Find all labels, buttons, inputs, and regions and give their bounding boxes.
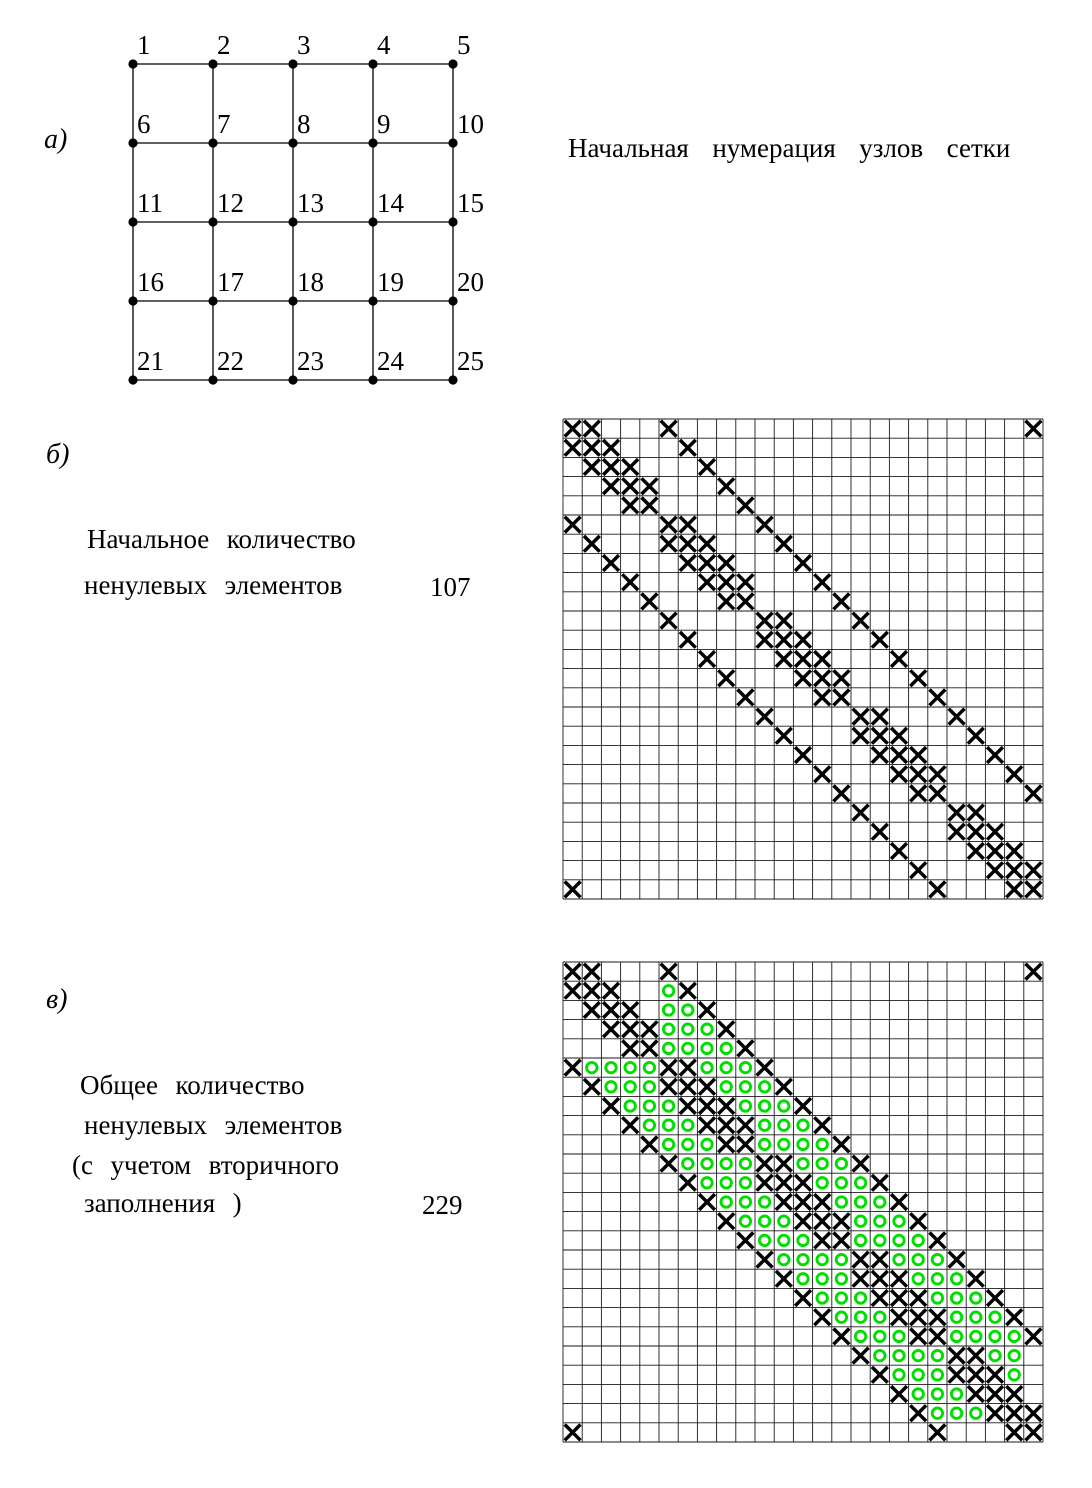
fill-in-circle bbox=[932, 1293, 942, 1303]
fill-in-circle bbox=[932, 1408, 942, 1418]
fill-in-circle bbox=[855, 1216, 865, 1226]
mesh-node-number: 10 bbox=[457, 109, 484, 139]
mesh-node-number: 11 bbox=[137, 188, 163, 218]
fill-in-circle bbox=[1009, 1350, 1019, 1360]
fill-in-circle bbox=[606, 1082, 616, 1092]
fill-in-circle bbox=[663, 1043, 673, 1053]
mesh-node-number: 19 bbox=[377, 267, 404, 297]
mesh-node bbox=[448, 59, 457, 68]
fill-in-circle bbox=[951, 1331, 961, 1341]
mesh-node bbox=[448, 138, 457, 147]
fill-in-circle bbox=[683, 1158, 693, 1168]
fill-in-circle bbox=[683, 1005, 693, 1015]
fill-in-circle bbox=[683, 1024, 693, 1034]
fill-in-circle bbox=[798, 1274, 808, 1284]
mesh-node bbox=[448, 296, 457, 305]
fill-in-circle bbox=[740, 1178, 750, 1188]
fill-in-circle bbox=[894, 1216, 904, 1226]
matrix-filled-sparsity bbox=[560, 959, 1046, 1445]
mesh-node-number: 9 bbox=[377, 109, 391, 139]
fill-in-circle bbox=[644, 1120, 654, 1130]
panel-v-nonzero-count: 229 bbox=[422, 1190, 463, 1220]
fill-in-circle bbox=[779, 1235, 789, 1245]
fill-in-circle bbox=[721, 1082, 731, 1092]
fill-in-circle bbox=[798, 1139, 808, 1149]
mesh-node-number: 22 bbox=[217, 346, 244, 376]
fill-in-circle bbox=[836, 1254, 846, 1264]
fill-in-circle bbox=[855, 1197, 865, 1207]
fill-in-circle bbox=[875, 1216, 885, 1226]
fill-in-circle bbox=[644, 1082, 654, 1092]
fill-in-circle bbox=[913, 1350, 923, 1360]
panel-b-caption-line1: Начальное количество bbox=[87, 524, 356, 554]
mesh-node-number: 6 bbox=[137, 109, 151, 139]
fill-in-circle bbox=[644, 1062, 654, 1072]
fill-in-circle bbox=[990, 1312, 1000, 1322]
fill-in-circle bbox=[702, 1043, 712, 1053]
fill-in-circle bbox=[875, 1235, 885, 1245]
fill-in-circle bbox=[817, 1274, 827, 1284]
mesh-node-number: 12 bbox=[217, 188, 244, 218]
fill-in-circle bbox=[932, 1350, 942, 1360]
fill-in-circle bbox=[663, 1005, 673, 1015]
mesh-node bbox=[288, 59, 297, 68]
fill-in-circle bbox=[663, 1101, 673, 1111]
fill-in-circle bbox=[740, 1158, 750, 1168]
mesh-node bbox=[448, 375, 457, 384]
fill-in-circle bbox=[721, 1158, 731, 1168]
mesh-node bbox=[128, 59, 137, 68]
fill-in-circle bbox=[663, 1120, 673, 1130]
mesh-node-number: 1 bbox=[137, 30, 151, 60]
mesh-node bbox=[288, 375, 297, 384]
fill-in-circle bbox=[721, 1197, 731, 1207]
fill-in-circle bbox=[817, 1178, 827, 1188]
fill-in-circle bbox=[855, 1331, 865, 1341]
fill-in-circle bbox=[779, 1101, 789, 1111]
fill-in-circle bbox=[759, 1120, 769, 1130]
fill-in-circle bbox=[951, 1293, 961, 1303]
mesh-node bbox=[128, 375, 137, 384]
fill-in-circle bbox=[759, 1101, 769, 1111]
fill-in-circle bbox=[625, 1101, 635, 1111]
panel-v-caption-line1: Общее количество bbox=[80, 1070, 305, 1100]
fill-in-circle bbox=[702, 1178, 712, 1188]
fill-in-circle bbox=[683, 1043, 693, 1053]
mesh-node bbox=[208, 375, 217, 384]
fill-in-circle bbox=[971, 1408, 981, 1418]
fill-in-circle bbox=[644, 1101, 654, 1111]
mesh-node-number: 25 bbox=[457, 346, 484, 376]
fill-in-circle bbox=[951, 1389, 961, 1399]
fill-in-circle bbox=[606, 1062, 616, 1072]
fill-in-circle bbox=[587, 1062, 597, 1072]
fill-in-circle bbox=[779, 1216, 789, 1226]
fill-in-circle bbox=[663, 1024, 673, 1034]
fill-in-circle bbox=[875, 1312, 885, 1322]
fill-in-circle bbox=[740, 1101, 750, 1111]
mesh-diagram bbox=[115, 26, 505, 412]
fill-in-circle bbox=[932, 1274, 942, 1284]
fill-in-circle bbox=[932, 1370, 942, 1380]
mesh-node bbox=[128, 296, 137, 305]
fill-in-circle bbox=[702, 1158, 712, 1168]
mesh-node-number: 5 bbox=[457, 30, 471, 60]
mesh-node-number: 24 bbox=[377, 346, 404, 376]
mesh-node-number: 17 bbox=[217, 267, 244, 297]
fill-in-circle bbox=[740, 1082, 750, 1092]
fill-in-circle bbox=[798, 1254, 808, 1264]
mesh-node-number: 20 bbox=[457, 267, 484, 297]
fill-in-circle bbox=[779, 1120, 789, 1130]
mesh-node bbox=[208, 138, 217, 147]
panel-b-caption-line2: ненулевых элементов bbox=[84, 570, 343, 600]
fill-in-circle bbox=[855, 1293, 865, 1303]
fill-in-circle bbox=[721, 1178, 731, 1188]
fill-in-circle bbox=[990, 1331, 1000, 1341]
fill-in-circle bbox=[798, 1158, 808, 1168]
matrix-initial-sparsity bbox=[560, 416, 1046, 902]
fill-in-circle bbox=[913, 1235, 923, 1245]
mesh-node bbox=[368, 296, 377, 305]
panel-a-caption: Начальная нумерация узлов сетки bbox=[568, 133, 1011, 163]
fill-in-circle bbox=[951, 1274, 961, 1284]
fill-in-circle bbox=[875, 1331, 885, 1341]
mesh-node-number: 13 bbox=[297, 188, 324, 218]
fill-in-circle bbox=[932, 1389, 942, 1399]
mesh-node-number: 15 bbox=[457, 188, 484, 218]
fill-in-circle bbox=[913, 1274, 923, 1284]
fill-in-circle bbox=[836, 1293, 846, 1303]
fill-in-circle bbox=[798, 1235, 808, 1245]
fill-in-circle bbox=[875, 1197, 885, 1207]
fill-in-circle bbox=[817, 1158, 827, 1168]
mesh-node-number: 7 bbox=[217, 109, 231, 139]
fill-in-circle bbox=[702, 1062, 712, 1072]
mesh-node-number: 3 bbox=[297, 30, 311, 60]
fill-in-circle bbox=[740, 1062, 750, 1072]
mesh-node bbox=[288, 138, 297, 147]
fill-in-circle bbox=[817, 1254, 827, 1264]
fill-in-circle bbox=[759, 1082, 769, 1092]
panel-a-label: а) bbox=[44, 124, 68, 155]
fill-in-circle bbox=[875, 1350, 885, 1360]
mesh-node-number: 4 bbox=[377, 30, 391, 60]
fill-in-circle bbox=[798, 1120, 808, 1130]
panel-v-label: в) bbox=[46, 984, 68, 1015]
mesh-node-number: 18 bbox=[297, 267, 324, 297]
mesh-node bbox=[208, 217, 217, 226]
mesh-node-number: 8 bbox=[297, 109, 311, 139]
fill-in-circle bbox=[759, 1139, 769, 1149]
fill-in-circle bbox=[990, 1350, 1000, 1360]
fill-in-circle bbox=[913, 1254, 923, 1264]
mesh-node bbox=[288, 296, 297, 305]
panel-v-caption-line3: (с учетом вторичного bbox=[72, 1150, 340, 1180]
mesh-node bbox=[448, 217, 457, 226]
fill-in-circle bbox=[625, 1062, 635, 1072]
mesh-node bbox=[208, 59, 217, 68]
fill-in-circle bbox=[836, 1158, 846, 1168]
fill-in-circle bbox=[913, 1370, 923, 1380]
fill-in-circle bbox=[817, 1293, 827, 1303]
mesh-node bbox=[128, 138, 137, 147]
fill-in-circle bbox=[663, 1139, 673, 1149]
fill-in-circle bbox=[1009, 1331, 1019, 1341]
fill-in-circle bbox=[855, 1312, 865, 1322]
mesh-node bbox=[128, 217, 137, 226]
fill-in-circle bbox=[836, 1274, 846, 1284]
fill-in-circle bbox=[971, 1293, 981, 1303]
fill-in-circle bbox=[1009, 1370, 1019, 1380]
fill-in-circle bbox=[836, 1178, 846, 1188]
panel-b-label: б) bbox=[46, 439, 70, 470]
fill-in-circle bbox=[702, 1024, 712, 1034]
fill-in-circle bbox=[721, 1062, 731, 1072]
fill-in-circle bbox=[913, 1389, 923, 1399]
fill-in-circle bbox=[702, 1139, 712, 1149]
fill-in-circle bbox=[817, 1139, 827, 1149]
fill-in-circle bbox=[855, 1178, 865, 1188]
mesh-node-number: 21 bbox=[137, 346, 164, 376]
panel-v-caption-line4: заполнения ) bbox=[84, 1188, 242, 1218]
fill-in-circle bbox=[683, 1139, 693, 1149]
fill-in-circle bbox=[932, 1254, 942, 1264]
fill-in-circle bbox=[894, 1235, 904, 1245]
fill-in-circle bbox=[836, 1197, 846, 1207]
fill-in-circle bbox=[951, 1408, 961, 1418]
mesh-node-number: 16 bbox=[137, 267, 164, 297]
fill-in-circle bbox=[663, 986, 673, 996]
mesh-node bbox=[368, 59, 377, 68]
mesh-node bbox=[288, 217, 297, 226]
mesh-node bbox=[368, 138, 377, 147]
fill-in-circle bbox=[855, 1235, 865, 1245]
fill-in-circle bbox=[894, 1370, 904, 1380]
fill-in-circle bbox=[759, 1235, 769, 1245]
panel-b-nonzero-count: 107 bbox=[430, 572, 471, 602]
mesh-node-number: 2 bbox=[217, 30, 231, 60]
fill-in-circle bbox=[759, 1197, 769, 1207]
mesh-node bbox=[368, 375, 377, 384]
fill-in-circle bbox=[721, 1043, 731, 1053]
fill-in-circle bbox=[951, 1312, 961, 1322]
fill-in-circle bbox=[740, 1197, 750, 1207]
fill-in-circle bbox=[625, 1082, 635, 1092]
mesh-node-number: 14 bbox=[377, 188, 404, 218]
fill-in-circle bbox=[894, 1254, 904, 1264]
fill-in-circle bbox=[740, 1216, 750, 1226]
fill-in-circle bbox=[683, 1120, 693, 1130]
fill-in-circle bbox=[971, 1312, 981, 1322]
fill-in-circle bbox=[836, 1312, 846, 1322]
fill-in-circle bbox=[894, 1331, 904, 1341]
fill-in-circle bbox=[894, 1350, 904, 1360]
fill-in-circle bbox=[759, 1216, 769, 1226]
panel-v-caption-line2: ненулевых элементов bbox=[84, 1110, 343, 1140]
mesh-node-number: 23 bbox=[297, 346, 324, 376]
fill-in-circle bbox=[779, 1139, 789, 1149]
fill-in-circle bbox=[779, 1254, 789, 1264]
mesh-node bbox=[368, 217, 377, 226]
mesh-node bbox=[208, 296, 217, 305]
fill-in-circle bbox=[971, 1331, 981, 1341]
